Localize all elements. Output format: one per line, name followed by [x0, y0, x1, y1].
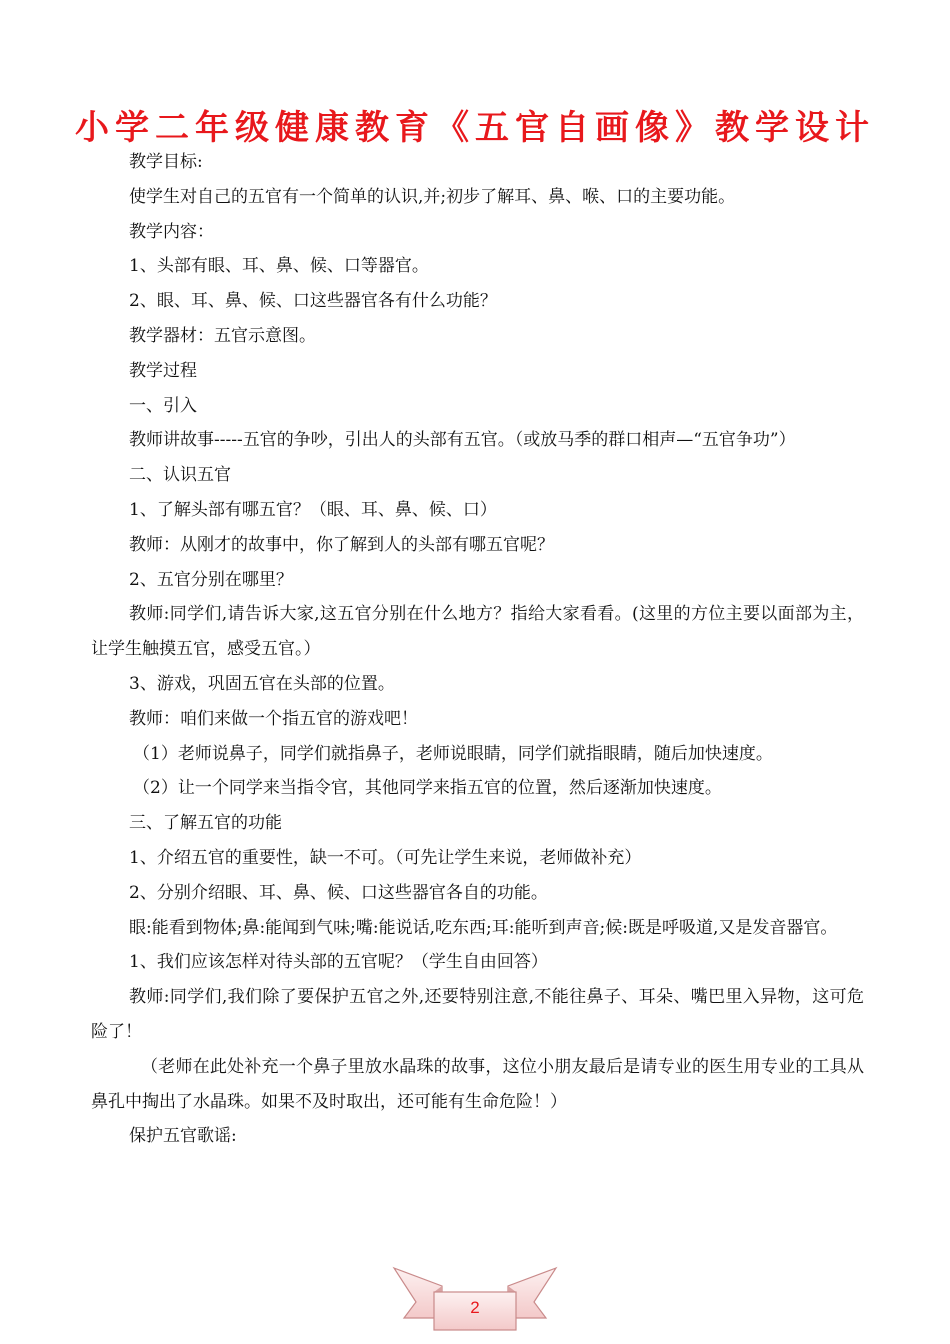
ribbon-banner-icon [392, 1262, 558, 1332]
paragraph: 1、头部有眼、耳、鼻、候、口等器官。 [129, 256, 429, 277]
paragraph: 1、了解头部有哪五官？（眼、耳、鼻、候、口） [129, 499, 497, 520]
paragraph: （1）老师说鼻子，同学们就指鼻子，老师说眼睛，同学们就指眼睛，随后加快速度。 [133, 743, 773, 764]
page-number: 2 [470, 1298, 480, 1317]
document-title: 小学二年级健康教育《五官自画像》教学设计 [75, 108, 875, 148]
paragraph: 眼:能看到物体;鼻:能闻到气味;嘴:能说话,吃东西;耳:能听到声音;候:既是呼吸道,又是发音器官。 [129, 917, 838, 938]
paragraph: （2）让一个同学来当指令官，其他同学来指五官的位置，然后逐渐加快速度。 [133, 778, 722, 799]
paragraph: 教师:同学们,我们除了要保护五官之外,还要特别注意,不能往鼻子、耳朵、嘴巴里入异物，这可危险了！ [91, 987, 864, 1042]
paragraph: 教师:同学们,请告诉大家,这五官分别在什么地方？指给大家看看。(这里的方位主要以面部为主，让学生触摸五官，感受五官。） [91, 604, 864, 660]
paragraph: 二、认识五官 [129, 465, 231, 486]
paragraph: 2、分别介绍眼、耳、鼻、候、口这些器官各自的功能。 [129, 882, 548, 903]
paragraph: 教师：咱们来做一个指五官的游戏吧！ [129, 708, 418, 729]
paragraph: 1、我们应该怎样对待头部的五官呢？（学生自由回答） [129, 952, 548, 973]
paragraph: 保护五官歌谣: [129, 1126, 237, 1147]
paragraph: 三、了解五官的功能 [129, 813, 282, 834]
paragraph: 教学过程 [129, 360, 197, 381]
paragraph: 教师：从刚才的故事中，你了解到人的头部有哪五官呢？ [129, 534, 554, 555]
paragraph: 教学内容： [129, 221, 214, 242]
paragraph: 2、眼、耳、鼻、候、口这些器官各有什么功能？ [129, 291, 497, 312]
paragraph: 3、游戏，巩固五官在头部的位置。 [129, 673, 395, 694]
paragraph: 使学生对自己的五官有一个简单的认识,并;初步了解耳、鼻、喉、口的主要功能。 [129, 186, 736, 207]
paragraph: 一、引入 [129, 395, 197, 416]
paragraph: 教学目标: [129, 152, 203, 172]
paragraph: 2、五官分别在哪里？ [129, 569, 293, 590]
document-body [91, 145, 864, 1154]
paragraph: 教学器材：五官示意图。 [129, 325, 316, 346]
paragraph: 教师讲故事-----五官的争吵，引出人的头部有五官。（或放马季的群口相声—“五官争功”） [129, 430, 796, 451]
paragraph: 1、介绍五官的重要性，缺一不可。（可先让学生来说，老师做补充） [129, 847, 642, 868]
page-footer [392, 1262, 558, 1332]
paragraph: （老师在此处补充一个鼻子里放水晶珠的故事，这位小朋友最后是请专业的医生用专业的工具从鼻孔中掏出了水晶珠。如果不及时取出，还可能有生命危险！） [91, 1056, 864, 1112]
